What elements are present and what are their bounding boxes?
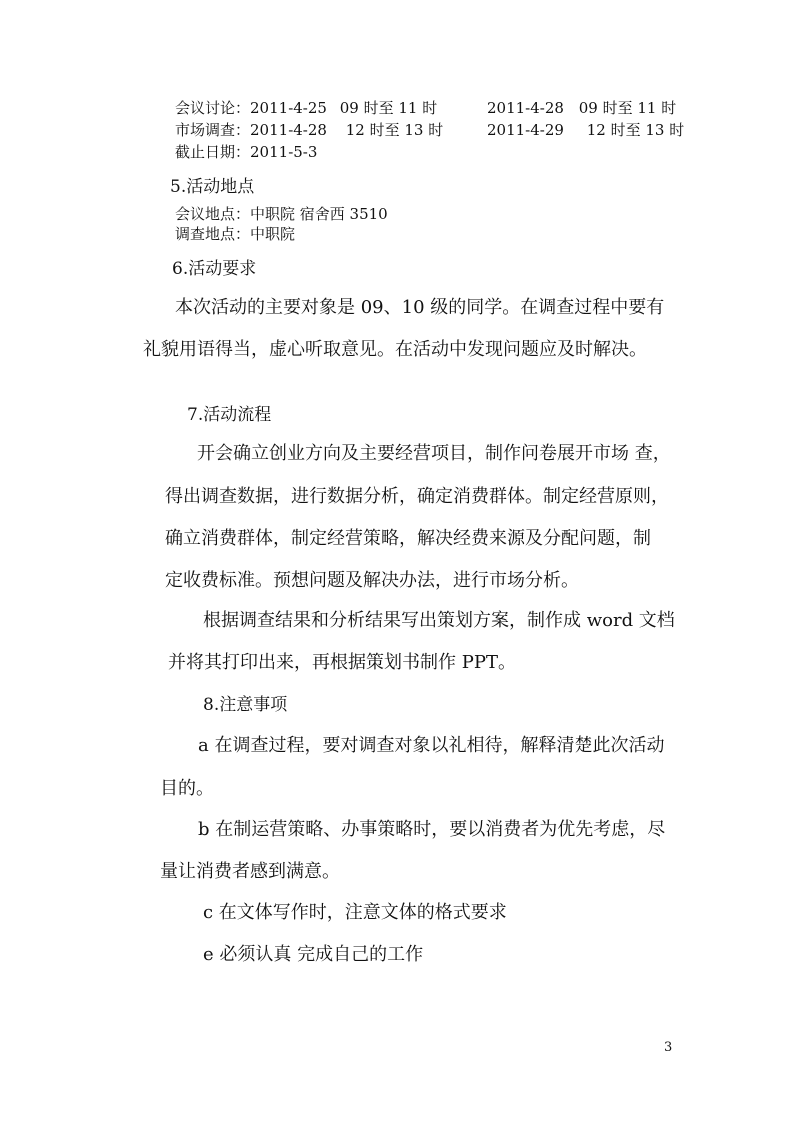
- process-p1-line-4: 定收费标准。预想问题及解决办法，进行市场分析。: [165, 570, 579, 591]
- requirements-heading: 6.活动要求: [172, 259, 257, 279]
- note-e: e 必须认真 完成自己的工作: [203, 944, 424, 965]
- process-p2-line-1: 根据调查结果和分析结果写出策划方案，制作成 word 文档: [203, 610, 675, 631]
- schedule-deadline-row: 截止日期：2011-5-3: [175, 143, 318, 161]
- requirements-line-2: 礼貌用语得当，虚心听取意见。在活动中发现问题应及时解决。: [143, 339, 647, 360]
- process-p1-line-2: 得出调查数据，进行数据分析，确定消费群体。制定经营原则，: [165, 486, 669, 507]
- note-b-line-2: 量让消费者感到满意。: [160, 861, 340, 882]
- location-heading: 5.活动地点: [170, 177, 255, 197]
- location-survey: 调查地点：中职院: [175, 225, 296, 243]
- page-number: 3: [664, 1040, 673, 1055]
- notes-heading: 8.注意事项: [203, 695, 288, 715]
- process-p1-line-1: 开会确立创业方向及主要经营项目，制作问卷展开市场 查，: [197, 443, 671, 464]
- process-p2-line-2: 并将其打印出来，再根据策划书制作 PPT。: [168, 652, 516, 673]
- process-heading: 7.活动流程: [187, 405, 272, 425]
- schedule-survey-row: 市场调查：2011-4-28 12 时至 13 时: [175, 121, 444, 139]
- note-c: c 在文体写作时，注意文体的格式要求: [203, 902, 507, 923]
- note-b-line-1: b 在制运营策略、办事策略时，要以消费者为优先考虑，尽: [198, 819, 666, 840]
- location-meeting: 会议地点：中职院 宿舍西 3510: [175, 205, 388, 223]
- schedule-survey-row-second: 2011-4-29 12 时至 13 时: [487, 121, 685, 139]
- note-a-line-1: a 在调查过程，要对调查对象以礼相待，解释清楚此次活动: [198, 735, 665, 756]
- schedule-meeting-row: 会议讨论：2011-4-25 09 时至 11 时: [175, 99, 438, 117]
- schedule-meeting-row-second: 2011-4-28 09 时至 11 时: [487, 99, 677, 117]
- note-a-line-2: 目的。: [160, 778, 214, 799]
- process-p1-line-3: 确立消费群体，制定经营策略，解决经费来源及分配问题，制: [165, 528, 651, 549]
- requirements-line-1: 本次活动的主要对象是 09、10 级的同学。在调查过程中要有: [175, 297, 665, 318]
